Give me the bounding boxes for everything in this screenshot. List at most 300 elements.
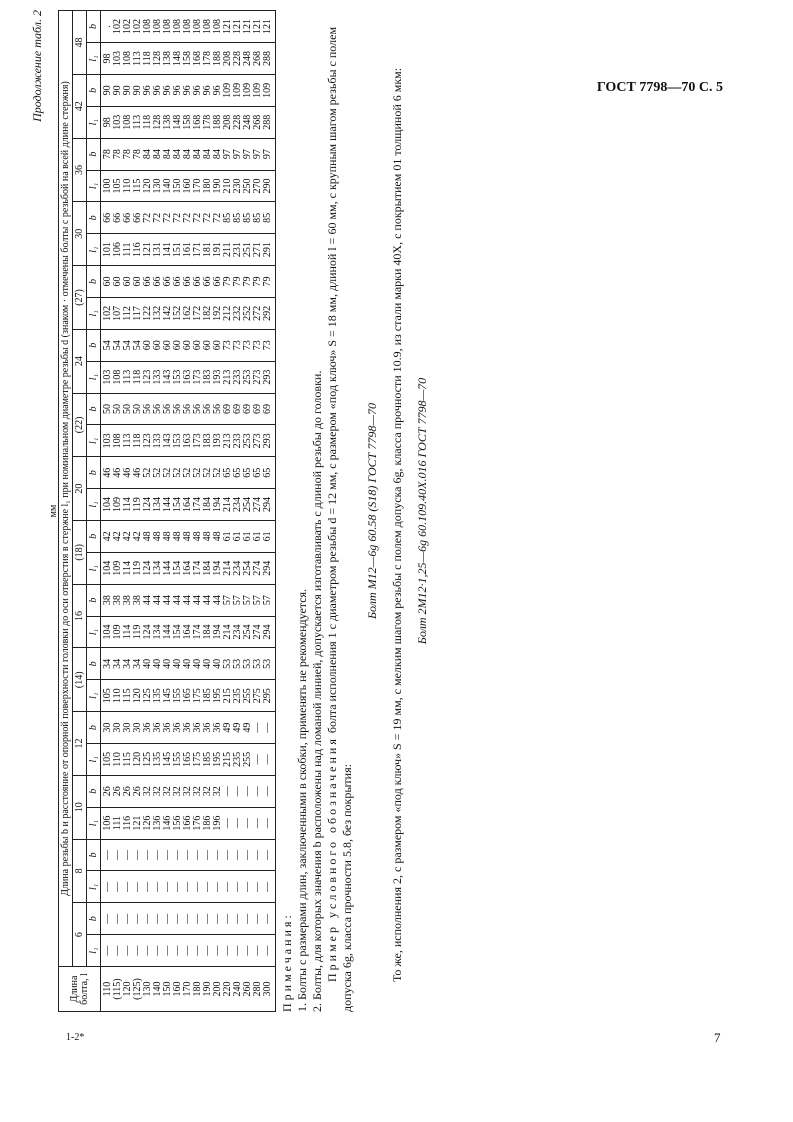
table-cell: 53	[253, 648, 263, 680]
l1-subheader: l₁	[87, 234, 101, 266]
table-cell: 36	[173, 712, 183, 744]
table-cell: —	[183, 839, 193, 871]
table-cell: 134	[153, 489, 163, 521]
table-cell: 175	[193, 680, 203, 712]
table-cell: 65	[233, 457, 243, 489]
table-cell: 66	[101, 202, 114, 234]
table-cell: 274	[253, 552, 263, 584]
table-cell: 173	[193, 361, 203, 393]
table-cell: 133	[153, 425, 163, 457]
table-cell: —	[173, 935, 183, 967]
diameter-header: 30	[73, 202, 87, 266]
diameter-header: 20	[73, 457, 87, 521]
table-cell: 133	[153, 361, 163, 393]
table-cell: 108	[113, 361, 123, 393]
table-cell: —	[163, 903, 173, 935]
table-cell: 78	[113, 138, 123, 170]
table-cell: —	[253, 903, 263, 935]
table-cell: 44	[153, 584, 163, 616]
table-cell: 184	[203, 616, 213, 648]
table-cell: 144	[163, 489, 173, 521]
table-cell: 52	[203, 457, 213, 489]
table-cell: 32	[213, 775, 223, 807]
table-cell: —	[223, 839, 233, 871]
table-cell: 97	[223, 138, 233, 170]
table-cell: 97	[263, 138, 276, 170]
table-cell: 65	[223, 457, 233, 489]
table-cell: 26	[101, 775, 114, 807]
table-cell: 106	[101, 807, 114, 839]
table-cell: 213	[223, 361, 233, 393]
table-cell: —	[163, 935, 173, 967]
table-cell: 165	[183, 743, 193, 775]
table-cell: 111	[123, 234, 133, 266]
table-cell: —	[113, 871, 123, 903]
length-cell: 110	[101, 967, 114, 1012]
length-cell: 200	[213, 967, 223, 1012]
l1-subheader: l₁	[87, 43, 101, 75]
designation-1: Болт М12—6g 60.58 (S18) ГОСТ 7798—70	[365, 402, 379, 620]
table-cell: 48	[143, 520, 153, 552]
table-cell: 97	[243, 138, 253, 170]
b-subheader: b	[87, 712, 101, 744]
table-cell: 161	[183, 234, 193, 266]
table-cell: —	[133, 871, 143, 903]
table-cell: —	[203, 871, 213, 903]
table-cell: 138	[163, 43, 173, 75]
diameter-header: (14)	[73, 648, 87, 712]
table-cell: 119	[133, 552, 143, 584]
table-cell: 154	[173, 616, 183, 648]
table-cell: 44	[213, 584, 223, 616]
table-cell: 40	[213, 648, 223, 680]
table-cell: 235	[233, 680, 243, 712]
table-cell: —	[123, 903, 133, 935]
table-cell: 66	[133, 202, 143, 234]
table-cell: 118	[133, 361, 143, 393]
table-cell: —	[113, 935, 123, 967]
table-cell: 97	[253, 138, 263, 170]
page-number: 7	[714, 1030, 721, 1045]
table-cell: 109	[113, 552, 123, 584]
table-cell: 56	[203, 393, 213, 425]
table-cell: 60	[133, 266, 143, 298]
table-cell: 38	[101, 584, 114, 616]
table-cell: 234	[233, 552, 243, 584]
table-cell: 96	[183, 74, 193, 106]
table-cell: 291	[263, 234, 276, 266]
table-cell: 190	[213, 170, 223, 202]
table-cell: —	[263, 775, 276, 807]
table-cell: 34	[123, 648, 133, 680]
table-cell: 233	[233, 425, 243, 457]
table-cell: 60	[203, 329, 213, 361]
table-cell: 44	[163, 584, 173, 616]
table-cell: 288	[263, 43, 276, 75]
table-cell: 114	[123, 552, 133, 584]
table-cell: 105	[113, 170, 123, 202]
table-cell: 48	[183, 520, 193, 552]
table-cell: 293	[263, 361, 276, 393]
table-cell: —	[213, 935, 223, 967]
table-cell: 124	[143, 489, 153, 521]
table-cell: 50	[133, 393, 143, 425]
table-cell: 44	[183, 584, 193, 616]
b-subheader: b	[87, 74, 101, 106]
table-cell: 254	[243, 489, 253, 521]
table-cell: 153	[173, 361, 183, 393]
table-cell: 183	[203, 361, 213, 393]
table-cell: 40	[203, 648, 213, 680]
table-cell: 96	[153, 74, 163, 106]
length-cell: 160	[173, 967, 183, 1012]
table-cell: 168	[193, 106, 203, 138]
table-cell: 32	[203, 775, 213, 807]
table-cell: 123	[143, 425, 153, 457]
table-cell: 46	[113, 457, 123, 489]
table-cell: 268	[253, 106, 263, 138]
table-cell: 255	[243, 743, 253, 775]
table-cell: 49	[223, 712, 233, 744]
table-cell: 113	[123, 361, 133, 393]
table-cell: 214	[223, 489, 233, 521]
table-cell: 79	[223, 266, 233, 298]
table-cell: 142	[163, 297, 173, 329]
table-cell: 90	[113, 74, 123, 106]
example-text-2: То же, исполнения 2, с размером «под ключ» S = 19 мм, с мелким шагом резьбы с полем допуска 6g, класса прочности 10.9, из стали марки 40Х, с покрытием 01 толщиной 6 мкм:	[390, 67, 404, 982]
table-cell: —	[193, 935, 203, 967]
table-cell: 52	[173, 457, 183, 489]
table-cell: 211	[223, 234, 233, 266]
table-cell: 36	[143, 712, 153, 744]
table-cell: —	[163, 871, 173, 903]
table-cell: 26	[113, 775, 123, 807]
subheader-row	[87, 11, 101, 1012]
table-cell: 32	[163, 775, 173, 807]
b-subheader: b	[87, 393, 101, 425]
table-cell: 84	[173, 138, 183, 170]
table-cell: 114	[123, 489, 133, 521]
table-cell: 30	[123, 712, 133, 744]
table-cell: 84	[193, 138, 203, 170]
table-cell: 292	[263, 297, 276, 329]
table-cell: 66	[173, 266, 183, 298]
table-cell: 78	[101, 138, 114, 170]
table-cell: 163	[183, 361, 193, 393]
table-cell: 185	[203, 680, 213, 712]
table-cell: 196	[213, 807, 223, 839]
table-cell: 56	[193, 393, 203, 425]
table-cell: —	[123, 871, 133, 903]
table-cell: 56	[143, 393, 153, 425]
table-cell: 274	[253, 489, 263, 521]
table-cell: 46	[123, 457, 133, 489]
table-cell: 121	[223, 11, 233, 43]
table-cell: 180	[203, 170, 213, 202]
table-cell: —	[133, 839, 143, 871]
table-cell: 101	[101, 234, 114, 266]
table-cell: 160	[183, 170, 193, 202]
bolt-dimensions-table	[58, 10, 276, 1012]
table-cell: 176	[193, 807, 203, 839]
table-cell: 90	[133, 74, 143, 106]
table-cell: 164	[183, 489, 193, 521]
b-subheader: b	[87, 584, 101, 616]
table-cell: 96	[173, 74, 183, 106]
table-cell: 66	[193, 266, 203, 298]
table-cell: 134	[153, 552, 163, 584]
table-cell: 166	[183, 807, 193, 839]
table-cell: 138	[163, 106, 173, 138]
diameter-header: 6	[73, 903, 87, 967]
table-cell: 233	[233, 361, 243, 393]
table-cell: 72	[193, 202, 203, 234]
table-cell: 46	[101, 457, 114, 489]
table-cell: 66	[153, 266, 163, 298]
table-cell: 115	[123, 743, 133, 775]
l1-subheader: l₁	[87, 807, 101, 839]
table-cell: 184	[203, 552, 213, 584]
table-cell: 120	[133, 743, 143, 775]
table-cell: 72	[203, 202, 213, 234]
l1-subheader: l₁	[87, 680, 101, 712]
table-cell: 194	[213, 489, 223, 521]
table-cell: 49	[233, 712, 243, 744]
table-cell: 125	[143, 680, 153, 712]
table-cell: 191	[213, 234, 223, 266]
body-text	[280, 10, 440, 1012]
table-cell: 109	[223, 74, 233, 106]
table-cell: 113	[133, 106, 143, 138]
table-cell: 119	[133, 616, 143, 648]
length-column-header: Длина болта, l	[59, 967, 101, 1012]
table-cell: 248	[243, 106, 253, 138]
table-cell: 108	[173, 11, 183, 43]
length-cell: 120	[123, 967, 133, 1012]
l1-subheader: l₁	[87, 170, 101, 202]
b-subheader: b	[87, 138, 101, 170]
l1-subheader: l₁	[87, 616, 101, 648]
table-cell: 66	[143, 266, 153, 298]
diameter-header: 16	[73, 584, 87, 648]
table-cell: —	[101, 935, 114, 967]
table-cell: 73	[253, 329, 263, 361]
table-cell: 295	[263, 680, 276, 712]
table-cell: 228	[233, 43, 243, 75]
table-cell: 72	[213, 202, 223, 234]
table-cell: 56	[183, 393, 193, 425]
table-cell: 72	[153, 202, 163, 234]
table-cell: 32	[153, 775, 163, 807]
table-cell: 98	[101, 43, 114, 75]
b-subheader: b	[87, 11, 101, 43]
note-2: 2. Болты, для которых значения b расположены над ломаной линией, допускается изготавливать с длиной резьбы до головки.	[310, 370, 324, 1012]
table-cell: 104	[101, 489, 114, 521]
table-cell: 40	[193, 648, 203, 680]
length-cell: 260	[243, 967, 253, 1012]
table-cell: 73	[243, 329, 253, 361]
notes-title: Примечания:	[280, 912, 294, 1012]
table-cell: 44	[143, 584, 153, 616]
table-cell: 110	[123, 170, 133, 202]
length-cell: 280	[253, 967, 263, 1012]
table-cell: 103	[113, 43, 123, 75]
table-cell: 144	[163, 552, 173, 584]
table-cell: 141	[163, 234, 173, 266]
diameter-header-row	[73, 11, 87, 1012]
l1-subheader: l₁	[87, 106, 101, 138]
table-cell: 144	[163, 616, 173, 648]
table-cell: 215	[223, 743, 233, 775]
table-cell: 26	[123, 775, 133, 807]
table-cell: —	[153, 903, 163, 935]
table-cell: 79	[243, 266, 253, 298]
table-cell: —	[263, 712, 276, 744]
length-cell: 180	[193, 967, 203, 1012]
table-cell: —	[101, 839, 114, 871]
table-cell: 108	[163, 11, 173, 43]
table-cell: 162	[183, 297, 193, 329]
table-cell: 61	[253, 520, 263, 552]
table-cell: 44	[203, 584, 213, 616]
table-cell: 72	[143, 202, 153, 234]
table-cell: 124	[143, 552, 153, 584]
table-cell: 84	[203, 138, 213, 170]
table-cell: 273	[253, 361, 263, 393]
table-cell: 132	[153, 297, 163, 329]
table-cell: 126	[143, 807, 153, 839]
table-cell: 116	[123, 807, 133, 839]
table-cell: 151	[173, 234, 183, 266]
table-cell: 172	[193, 297, 203, 329]
table-cell: 44	[173, 584, 183, 616]
table-cell: 57	[253, 584, 263, 616]
table-cell: 154	[173, 489, 183, 521]
table-cell: 163	[183, 425, 193, 457]
table-cell: 113	[133, 43, 143, 75]
table-cell: —	[143, 935, 153, 967]
table-cell: 106	[113, 234, 123, 266]
note-1: 1. Болты с размерами длин, заключенными в скобки, применять не рекомендуется.	[295, 588, 309, 1012]
table-cell: —	[243, 871, 253, 903]
table-cell: —	[203, 935, 213, 967]
table-cell: 145	[163, 743, 173, 775]
table-cell: 194	[213, 616, 223, 648]
table-cell: 254	[243, 552, 253, 584]
length-cell: (125)	[133, 967, 143, 1012]
table-cell: 57	[243, 584, 253, 616]
table-cell: —	[203, 903, 213, 935]
table-cell: 118	[143, 106, 153, 138]
table-cell: 72	[183, 202, 193, 234]
table-cell: 73	[233, 329, 243, 361]
table-cell: 66	[183, 266, 193, 298]
table-cell: 108	[193, 11, 203, 43]
table-cell: 113	[123, 425, 133, 457]
table-cell: 60	[153, 329, 163, 361]
table-cell: 53	[263, 648, 276, 680]
table-cell: 294	[263, 616, 276, 648]
table-cell: 250	[243, 170, 253, 202]
table-cell: 72	[173, 202, 183, 234]
table-cell: 268	[253, 43, 263, 75]
table-cell: 32	[143, 775, 153, 807]
table-cell: 188	[213, 106, 223, 138]
length-cell: 150	[163, 967, 173, 1012]
table-cell: 32	[183, 775, 193, 807]
table-cell: 121	[143, 234, 153, 266]
table-cell: —	[253, 743, 263, 775]
table-cell: 54	[133, 329, 143, 361]
table-cell: 110	[113, 680, 123, 712]
table-cell: 57	[223, 584, 233, 616]
table-cell: 150	[173, 170, 183, 202]
table-cell: 48	[173, 520, 183, 552]
table-cell: 73	[223, 329, 233, 361]
table-cell: 214	[223, 552, 233, 584]
table-cell: —	[173, 903, 183, 935]
table-cell: 103	[113, 106, 123, 138]
table-cell: 103	[101, 425, 114, 457]
table-cell: 107	[113, 297, 123, 329]
table-cell: —	[123, 839, 133, 871]
table-cell: 128	[153, 43, 163, 75]
b-subheader: b	[87, 903, 101, 935]
table-cell: —	[243, 935, 253, 967]
table-cell: 48	[163, 520, 173, 552]
table-cell: 66	[203, 266, 213, 298]
b-subheader: b	[87, 202, 101, 234]
table-cell: 85	[263, 202, 276, 234]
table-cell: 155	[173, 743, 183, 775]
table-cell: 79	[263, 266, 276, 298]
table-cell: 208	[223, 106, 233, 138]
table-cell: 110	[113, 743, 123, 775]
table-cell: 290	[263, 170, 276, 202]
table-cell: 193	[213, 425, 223, 457]
table-cell: 121	[263, 11, 276, 43]
table-cell: 215	[223, 680, 233, 712]
table-cell: 213	[223, 425, 233, 457]
table-cell: —	[213, 903, 223, 935]
table-cell: 69	[233, 393, 243, 425]
table-cell: 135	[153, 680, 163, 712]
diameter-header: 10	[73, 775, 87, 839]
table-cell: 109	[113, 489, 123, 521]
table-continuation-label: Продолжение табл. 2	[30, 10, 44, 122]
table-cell: 183	[203, 425, 213, 457]
table-cell: —	[143, 871, 153, 903]
table-cell: 158	[183, 43, 193, 75]
table-cell: 118	[143, 43, 153, 75]
table-cell: 36	[183, 712, 193, 744]
table-cell: 178	[203, 106, 213, 138]
table-cell: —	[263, 807, 276, 839]
table-cell: 56	[163, 393, 173, 425]
table-cell: 108	[113, 425, 123, 457]
table-cell: 178	[203, 43, 213, 75]
rotated-page-content	[30, 10, 730, 1012]
b-subheader: b	[87, 520, 101, 552]
table-cell: 254	[243, 616, 253, 648]
diameter-header: 48	[73, 11, 87, 75]
table-cell: 253	[243, 361, 253, 393]
table-cell: —	[263, 871, 276, 903]
table-cell: 117	[133, 297, 143, 329]
diameter-header: (18)	[73, 520, 87, 584]
table-cell: 60	[113, 266, 123, 298]
table-cell: —	[253, 871, 263, 903]
